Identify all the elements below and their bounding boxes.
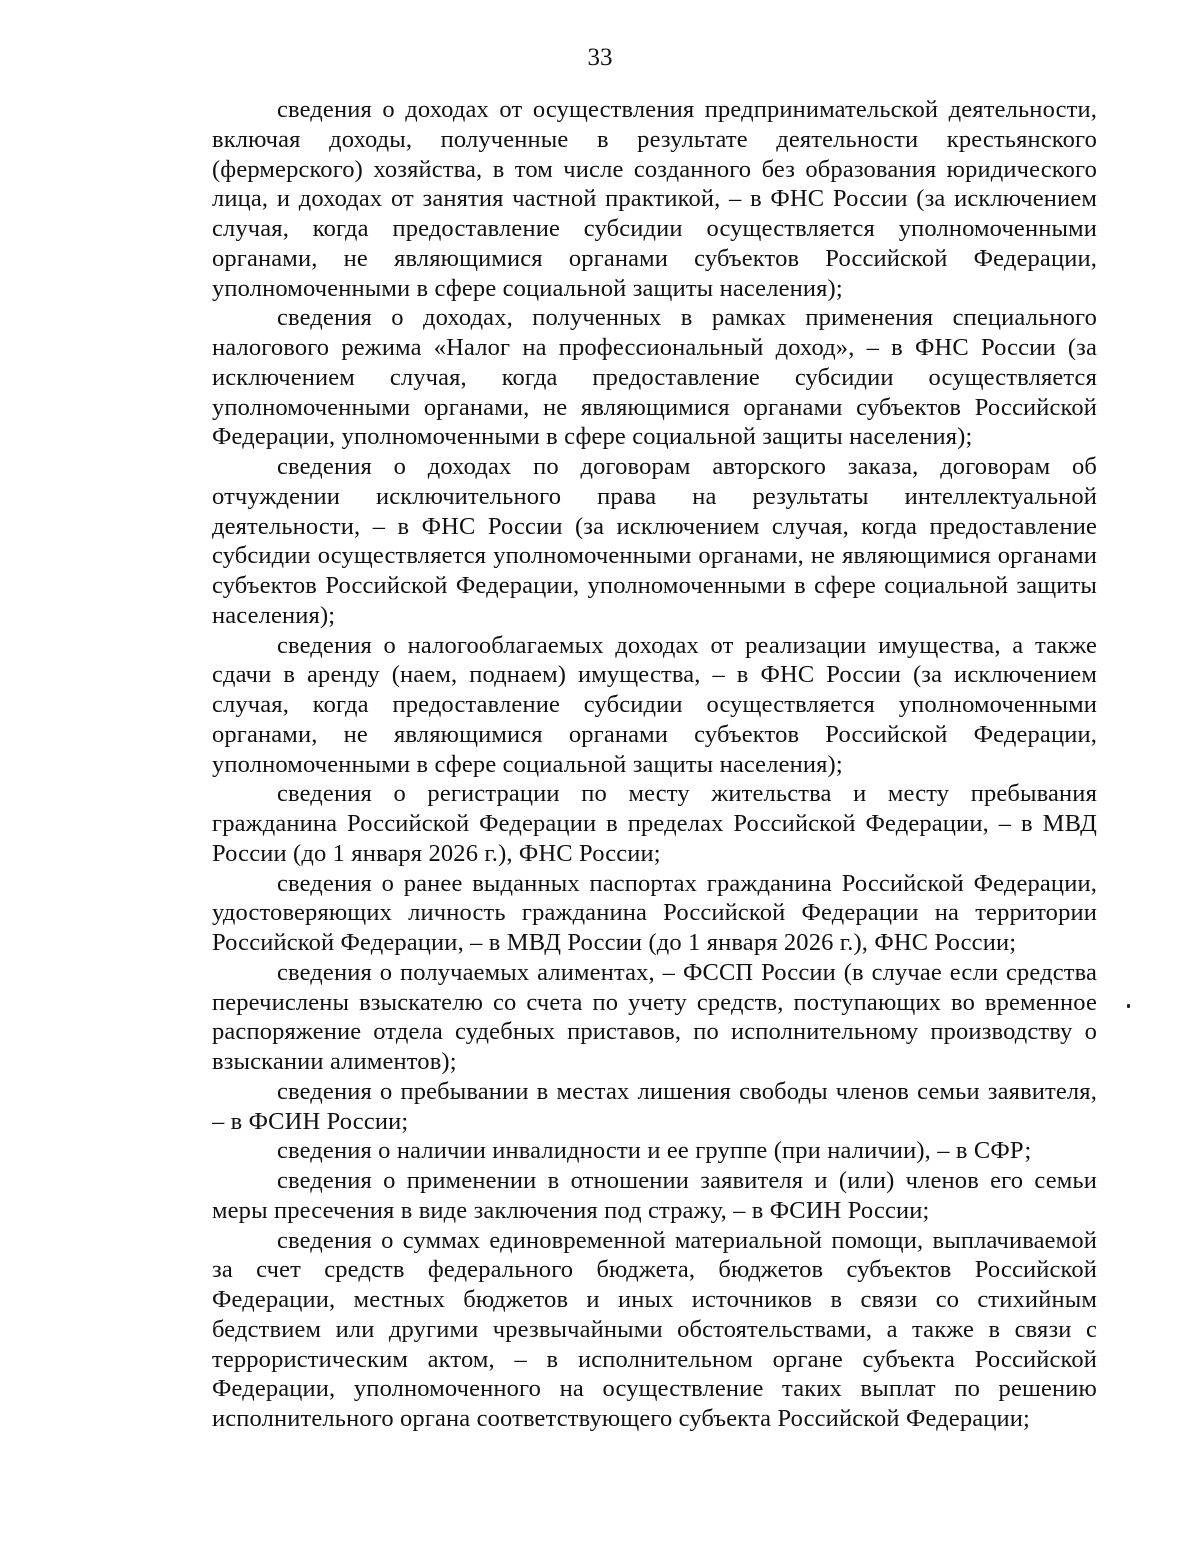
scan-speck <box>1127 1004 1130 1008</box>
paragraph-professional-income-tax: сведения о доходах, полученных в рамках применения специального налогового режима «Налог на профессиональный доход», – в ФНС России (за исключением случая, когда предоставление субсидии осуществляется уполномоченными органами, не являющимися органами субъектов Российской Федерации, уполномоченными в сфере социальной защиты населения); <box>212 304 1097 451</box>
document-body <box>212 95 1097 1434</box>
paragraph-alimony: сведения о получаемых алиментах, – ФССП России (в случае если средства перечислены взыскателю со счета по учету средств, поступающих во временное распоряжение отдела судебных приставов, по исполнительному производству о взыскании алиментов); <box>212 958 1097 1075</box>
paragraph-detention: сведения о применении в отношении заявителя и (или) членов его семьи меры пресечения в виде заключения под стражу, – в ФСИН России; <box>212 1167 1097 1224</box>
paragraph-disability: сведения о наличии инвалидности и ее группе (при наличии), – в СФР; <box>277 1137 1032 1165</box>
paragraph-registration: сведения о регистрации по месту жительства и месту пребывания гражданина Российской Федерации в пределах Российской Федерации, – в МВД России (до 1 января 2026 г.), ФНС России; <box>212 780 1097 867</box>
paragraph-entrepreneurial-income: сведения о доходах от осуществления предпринимательской деятельности, включая доходы, полученные в результате деятельности крестьянского (фермерского) хозяйства, в том числе созданного без образования юридического лица, и доходах от занятия частной практикой, – в ФНС России (за исключением случая, когда предоставление субсидии осуществляется уполномоченными органами, не являющимися органами субъектов Российской Федерации, уполномоченными в сфере социальной защиты населения); <box>212 96 1097 302</box>
paragraph-author-contracts: сведения о доходах по договорам авторского заказа, договорам об отчуждении исключительного права на результаты интеллектуальной деятельности, – в ФНС России (за исключением случая, когда предоставление субсидии осуществляется уполномоченными органами, не являющимися органами субъектов Российской Федерации, уполномоченными в сфере социальной защиты населения); <box>212 453 1097 629</box>
paragraph-previous-passports: сведения о ранее выданных паспортах гражданина Российской Федерации, удостоверяющих личность гражданина Российской Федерации на территории Российской Федерации, – в МВД России (до 1 января 2026 г.), ФНС России; <box>212 869 1097 956</box>
paragraph-emergency-aid: сведения о суммах единовременной материальной помощи, выплачиваемой за счет средств федерального бюджета, бюджетов субъектов Российской Федерации, местных бюджетов и иных источников в связи со стихийным бедствием или другими чрезвычайными обстоятельствами, а также в связи с террористическим актом, – в исполнительном органе субъекта Российской Федерации, уполномоченного на осуществление таких выплат по решению исполнительного органа соответствующего субъекта Российской Федерации; <box>212 1226 1097 1432</box>
paragraph-imprisonment: сведения о пребывании в местах лишения свободы членов семьи заявителя, – в ФСИН России; <box>212 1077 1097 1135</box>
paragraph-property-income: сведения о налогооблагаемых доходах от реализации имущества, а также сдачи в аренду (наем, поднаем) имущества, – в ФНС России (за исключением случая, когда предоставление субсидии осуществляется уполномоченными органами, не являющимися органами субъектов Российской Федерации, уполномоченными в сфере социальной защиты населения); <box>212 631 1097 778</box>
page-number: 33 <box>587 44 613 71</box>
